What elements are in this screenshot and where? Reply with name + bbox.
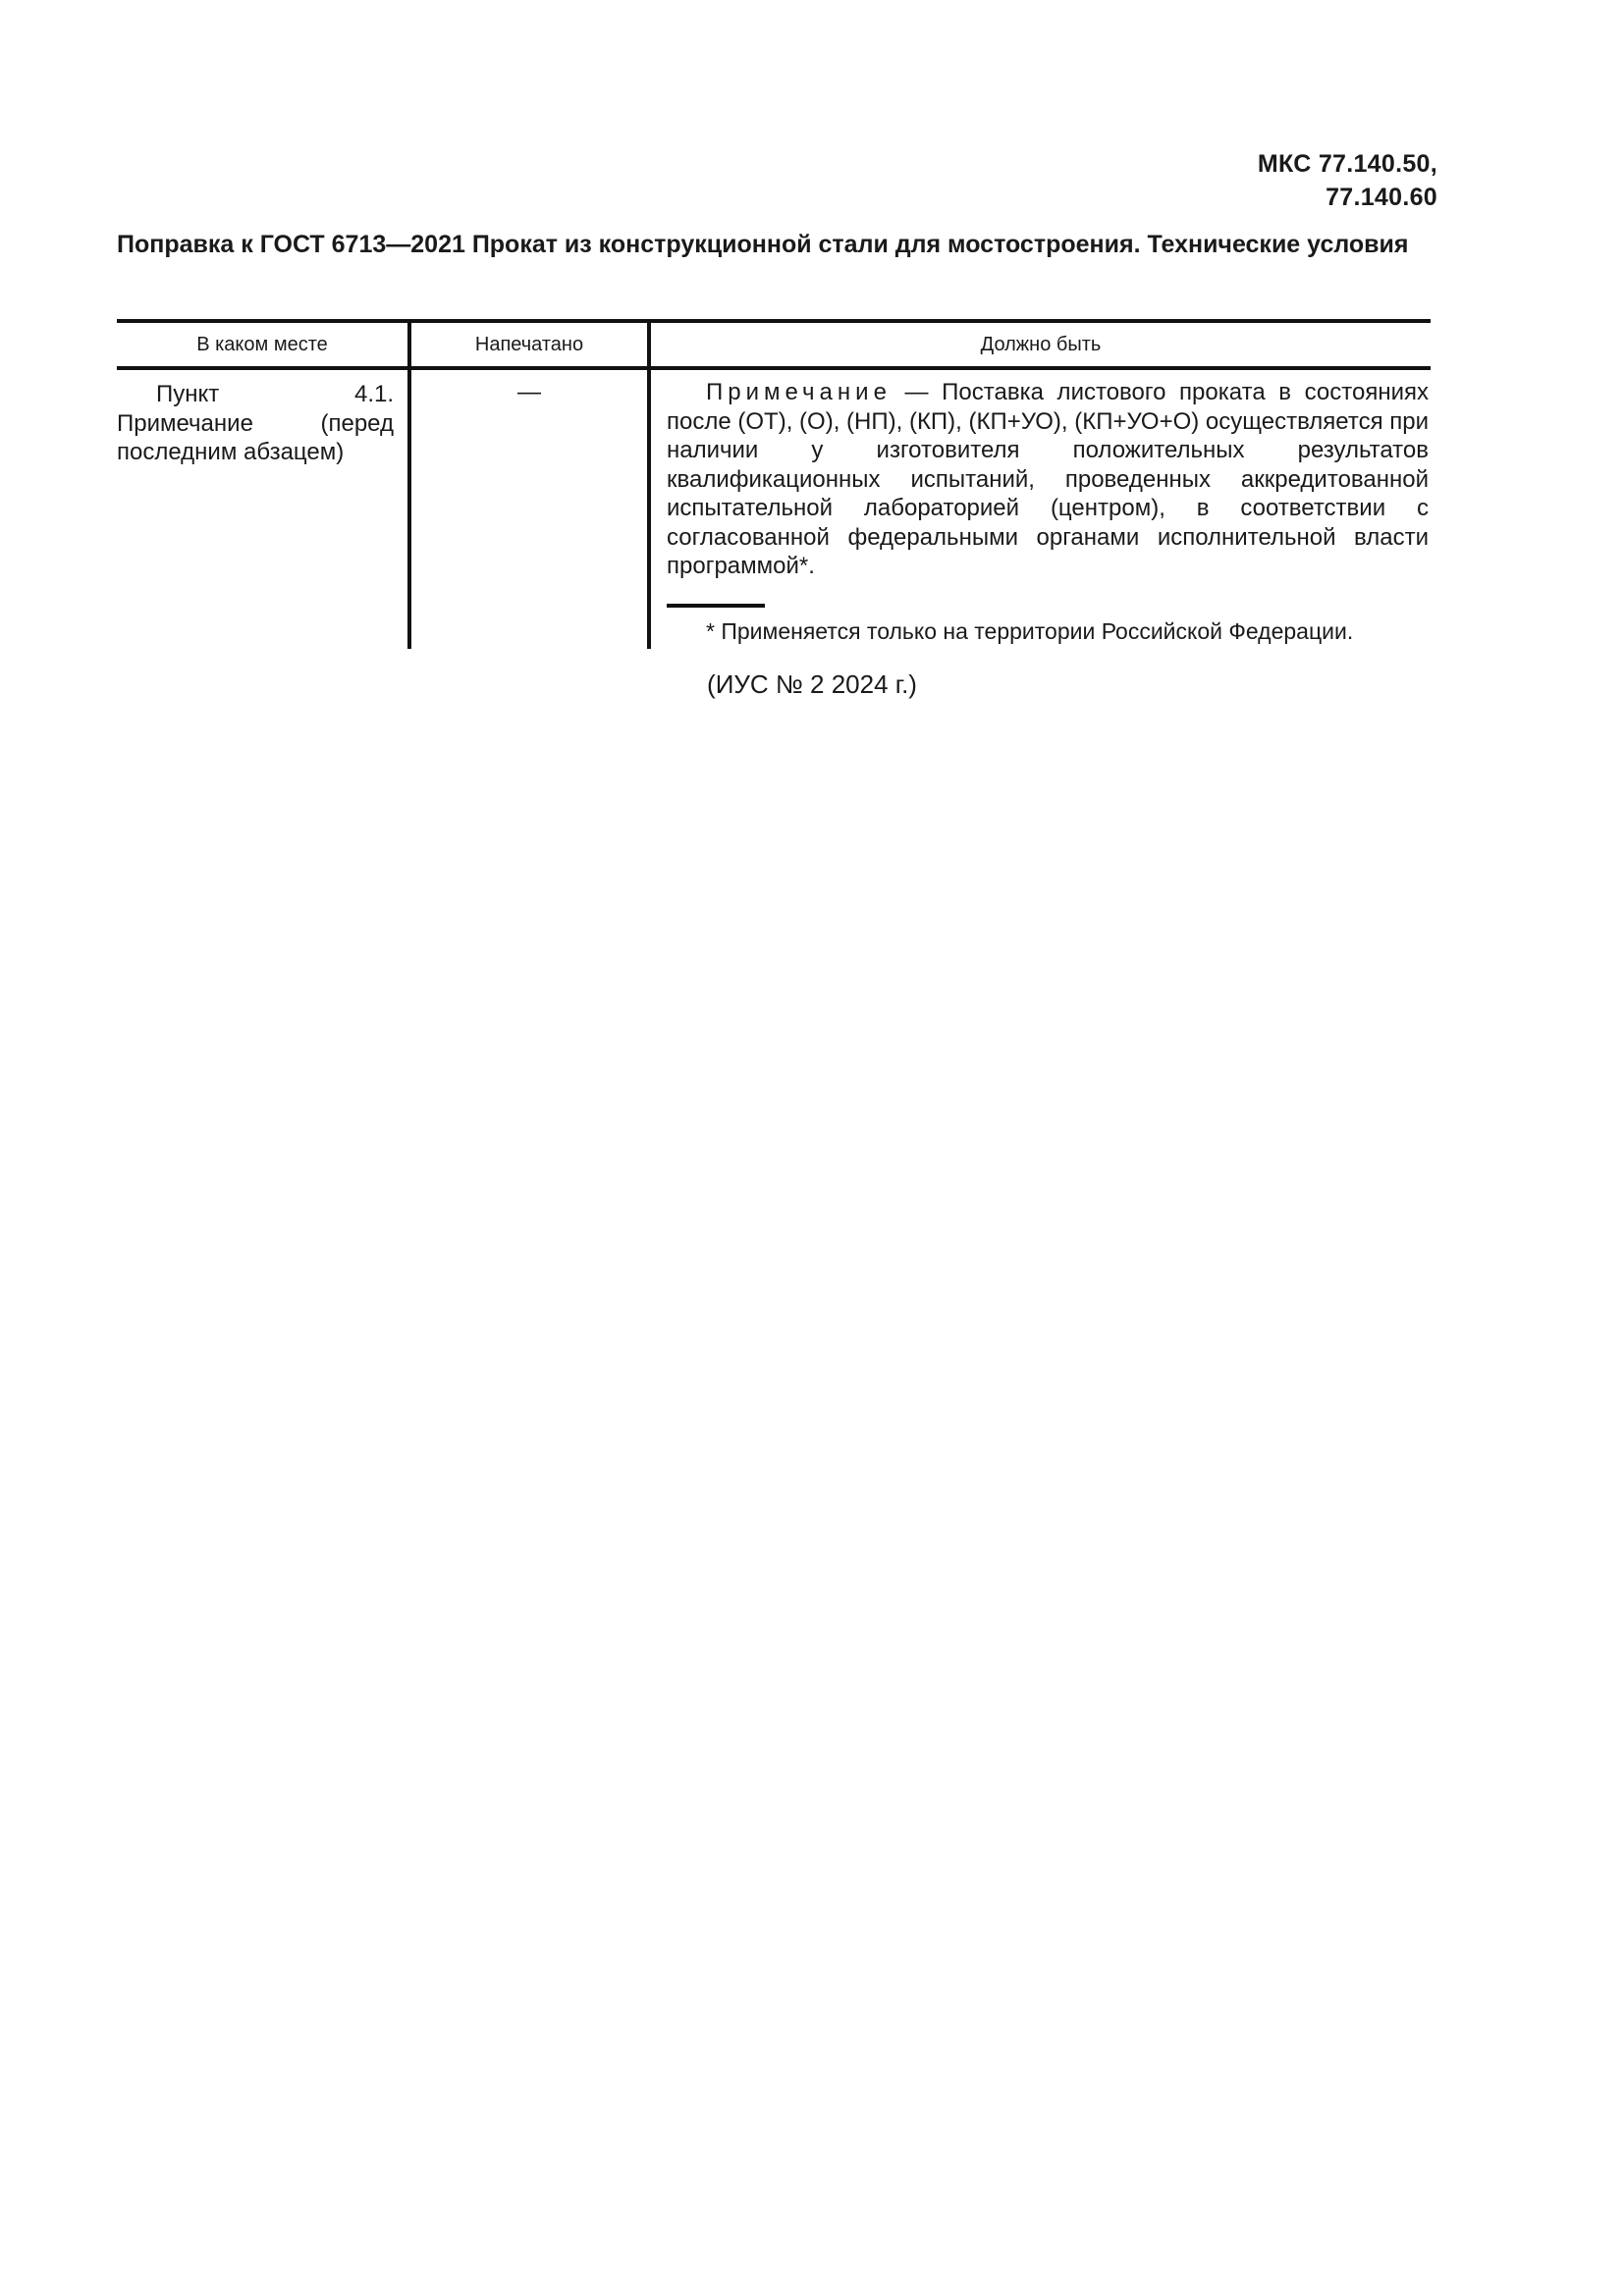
document-title: Поправка к ГОСТ 6713—2021 Прокат из конструкционной стали для мостостроения. Технические условия xyxy=(117,231,1409,258)
mks-code-line-1: МКС 77.140.50, xyxy=(1257,150,1437,178)
column-header-correct: Должно быть xyxy=(649,321,1431,368)
cell-place: Пункт 4.1. Примечание (перед последним абзацем) xyxy=(117,381,394,465)
note-text: — Поставка листового проката в состояниях после (ОТ), (О), (НП), (КП), (КП+УО), (КП+УО+О) осуществляется при наличии у изготовителя положительных результатов квалификационных испытаний, проведенных аккредитованной испытательной лабораторией (центром), в соответствии с согласованной федеральными органами исполнительной власти программой*. xyxy=(667,379,1429,579)
amendment-table xyxy=(117,319,1431,649)
column-header-place: В каком месте xyxy=(117,321,409,368)
mks-codes xyxy=(1258,147,1437,214)
footnote: * Применяется только на территории Российской Федерации. xyxy=(706,617,1354,644)
column-header-printed: Напечатано xyxy=(409,321,649,368)
ius-reference: (ИУС № 2 2024 г.) xyxy=(707,669,917,699)
note-label: Примечание xyxy=(706,379,892,405)
table-header-row xyxy=(117,321,1431,368)
cell-correct xyxy=(649,368,1431,649)
table-row xyxy=(117,368,1431,649)
cell-printed: — xyxy=(409,368,649,649)
footnote-divider xyxy=(667,604,765,608)
mks-code-line-2: 77.140.60 xyxy=(1326,184,1437,211)
note-paragraph xyxy=(667,378,1429,581)
